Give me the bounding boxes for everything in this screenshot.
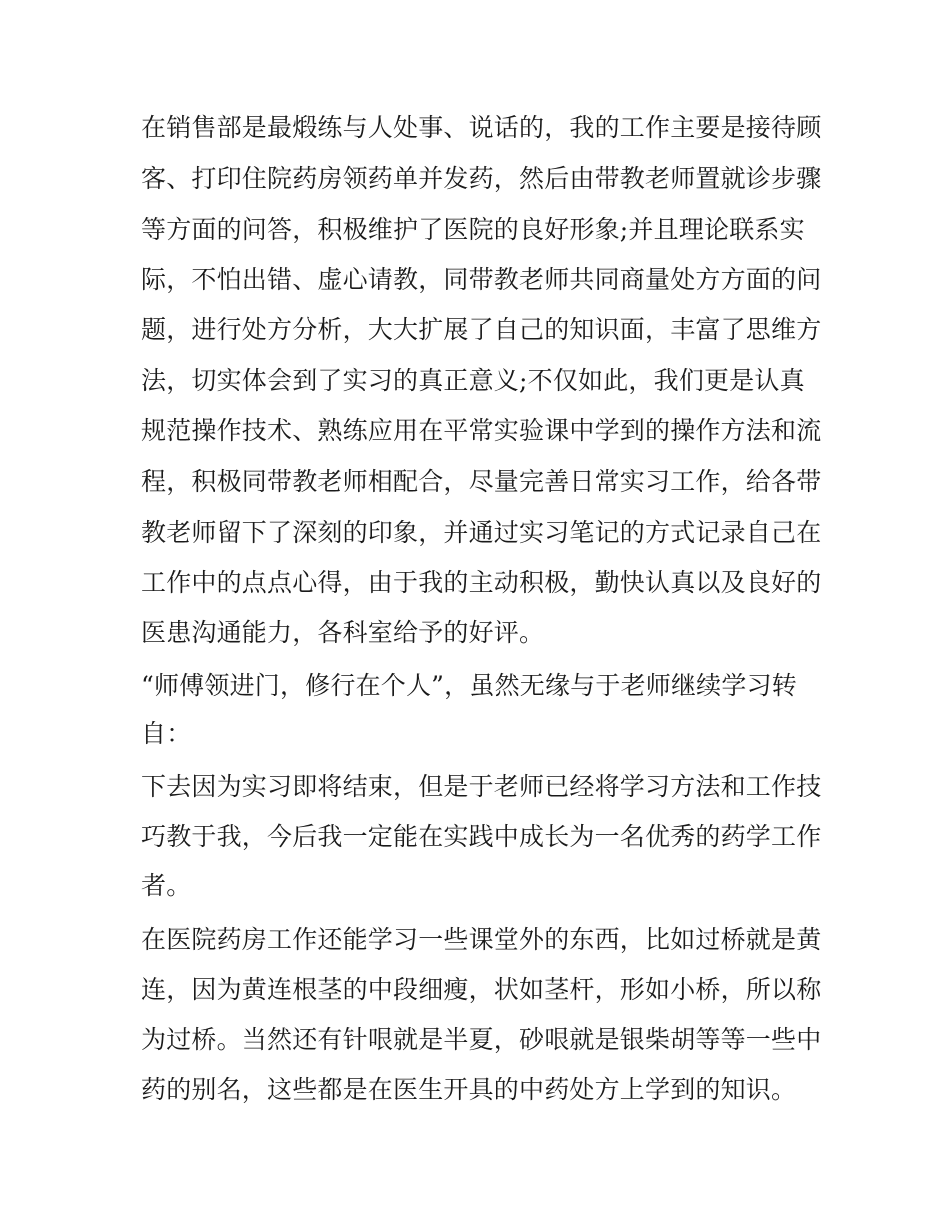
text-line: 在销售部是最煅练与人处事、说话的，我的工作主要是接待顾 xyxy=(141,113,822,142)
text-line: 客、打印住院药房领药单并发药，然后由带教老师置就诊步骤 xyxy=(141,164,822,193)
text-line: 者。 xyxy=(141,871,192,900)
text-line: 工作中的点点心得，由于我的主动积极，勤快认真以及良好的 xyxy=(141,568,822,597)
text-line: 为过桥。当然还有针哏就是半夏，砂哏就是银柴胡等等一些中 xyxy=(141,1025,822,1054)
text-line: 连，因为黄连根茎的中段细瘦，状如茎杆，形如小桥，所以称 xyxy=(141,975,822,1004)
text-line: 在医院药房工作还能学习一些课堂外的东西，比如过桥就是黄 xyxy=(141,925,822,954)
text-line: 自： xyxy=(141,719,192,748)
text-line: “师傅领进门，修行在个人”，虽然无缘与于老师继续学习转 xyxy=(141,671,797,700)
text-line: 医患沟通能力，各科室给予的好评。 xyxy=(141,618,545,647)
text-line: 法，切实体会到了实习的真正意义;不仅如此，我们更是认真 xyxy=(141,366,805,395)
text-line: 药的别名，这些都是在医生开具的中药处方上学到的知识。 xyxy=(141,1075,797,1104)
text-line: 规范操作技术、熟练应用在平常实验课中学到的操作方法和流 xyxy=(141,416,822,445)
text-line: 际，不怕出错、虚心请教，同带教老师共同商量处方方面的问 xyxy=(141,265,822,294)
text-line: 教老师留下了深刻的印象，并通过实习笔记的方式记录自己在 xyxy=(141,518,822,547)
text-line: 下去因为实习即将结束，但是于老师已经将学习方法和工作技 xyxy=(141,772,822,801)
text-line: 题，进行处方分析，大大扩展了自己的知识面，丰富了思维方 xyxy=(141,315,822,344)
text-line: 等方面的问答，积极维护了医院的良好形象;并且理论联系实 xyxy=(141,215,805,244)
text-line: 巧教于我，今后我一定能在实践中成长为一名优秀的药学工作 xyxy=(141,822,822,851)
text-line: 程，积极同带教老师相配合，尽量完善日常实习工作，给各带 xyxy=(141,467,822,496)
